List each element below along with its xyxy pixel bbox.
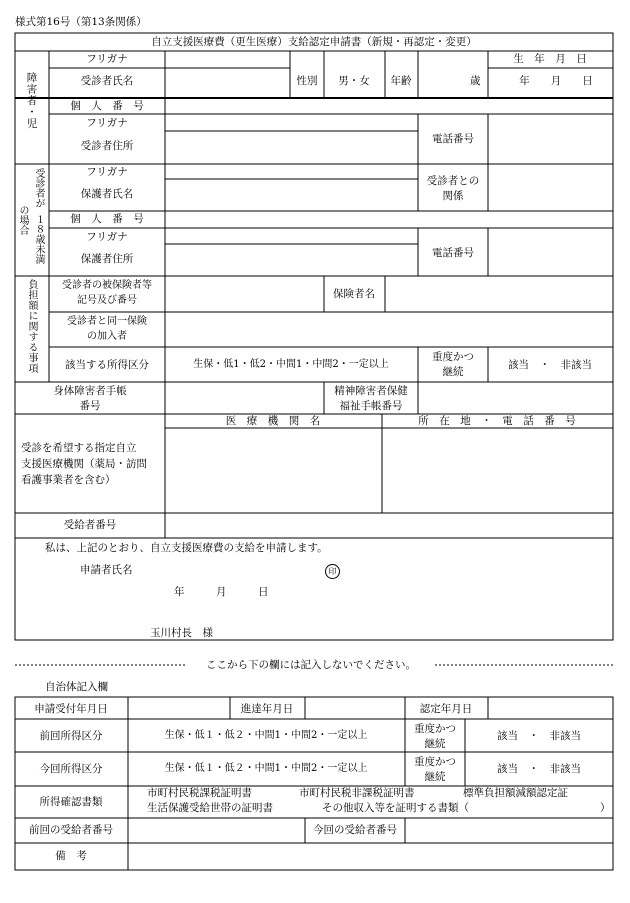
- mental-handbook-field[interactable]: [419, 383, 612, 413]
- guardian-section-label-b: の場合: [17, 205, 28, 235]
- guardian-address-furigana-label: フリガナ: [86, 231, 128, 243]
- patient-furigana-field[interactable]: [166, 52, 289, 67]
- sex-options[interactable]: 男・女: [338, 75, 370, 87]
- curr-severe-label-1: 重度かつ: [414, 756, 456, 768]
- curr-severe-label-2: 継続: [424, 771, 446, 783]
- approved-date-label: 認定年月日: [419, 703, 473, 715]
- prev-recipient-label: 前回の受給者番号: [29, 824, 113, 836]
- applicant-name-label: 申請者氏名: [80, 564, 133, 576]
- income-category-label: 該当する所得区分: [65, 359, 149, 371]
- doc-non-taxation-certificate: 市町村民税非課税証明書: [299, 787, 415, 799]
- same-insurance-2: の加入者: [87, 331, 127, 342]
- patient-address-furigana-label: フリガナ: [86, 117, 128, 129]
- applicant-name-field[interactable]: [145, 560, 320, 578]
- curr-income-label: 今回所得区分: [39, 763, 103, 775]
- severe-label-2: 継続: [442, 366, 464, 378]
- physical-handbook-label-2: 番号: [79, 400, 101, 412]
- physical-handbook-label-1: 身体障害者手帳: [53, 385, 127, 397]
- guardian-phone-label: 電話番号: [432, 247, 474, 259]
- patient-section-label: 障害者・児: [25, 72, 38, 130]
- guardian-address-field[interactable]: [166, 245, 417, 275]
- severe-label-1: 重度かつ: [432, 351, 474, 363]
- patient-address-label: 受診者住所: [80, 140, 134, 152]
- insurer-label: 保険者名: [333, 288, 375, 300]
- doc-welfare-certificate: 生活保護受給世帯の証明書: [147, 802, 273, 814]
- physical-handbook-field[interactable]: [166, 383, 323, 413]
- curr-severe-options: 該当 ・ 非該当: [497, 763, 581, 775]
- form-title: 自立支援医療費（更生医療）支給認定申請書（新規・再認定・変更）: [151, 36, 477, 48]
- institution-label-3: 看護事業者を含む）: [21, 474, 116, 486]
- severe-options[interactable]: 該当 ・ 非該当: [508, 359, 592, 371]
- relation-label-2: 関係: [442, 190, 464, 202]
- prev-income-options: 生保・低１・低２・中間1・中間2・一定以上: [164, 730, 368, 741]
- age-unit[interactable]: 歳: [470, 75, 481, 87]
- patient-name-field[interactable]: [166, 69, 289, 97]
- insured-label-1: 受診者の被保険者等: [62, 280, 152, 291]
- seal-mark: 印: [325, 564, 340, 579]
- guardian-my-number-field[interactable]: [166, 212, 612, 227]
- doc-other-close-paren: ）: [600, 802, 611, 814]
- sex-label: 性別: [296, 75, 318, 87]
- guardian-name-label: 保護者氏名: [80, 188, 134, 200]
- dob-value[interactable]: 年 月 日: [519, 75, 593, 87]
- office-section-title: 自治体記入欄: [45, 681, 108, 693]
- guardian-address-label: 保護者住所: [80, 253, 134, 265]
- mental-handbook-label-2: 福祉手帳番号: [339, 400, 403, 412]
- same-insurance-1: 受診者と同一保険: [67, 316, 147, 327]
- institution-address-field[interactable]: [383, 429, 612, 512]
- doc-reduction-certificate: 標準負担額減額認定証: [463, 787, 568, 799]
- patient-name-label: 受診者氏名: [80, 75, 134, 87]
- prev-severe-options: 該当 ・ 非該当: [497, 730, 581, 742]
- patient-phone-field[interactable]: [489, 115, 612, 163]
- guardian-name-field[interactable]: [166, 180, 417, 210]
- same-insurance-field[interactable]: [166, 313, 612, 346]
- curr-income-options: 生保・低１・低２・中間1・中間2・一定以上: [164, 763, 368, 774]
- patient-my-number-label: 個 人 番 号: [70, 100, 144, 112]
- guardian-furigana-label: フリガナ: [86, 166, 128, 178]
- declaration-text: 私は、上記のとおり、自立支援医療費の支給を申請します。: [45, 542, 328, 554]
- income-category-options[interactable]: 生保・低1・低2・中間1・中間2・一定以上: [193, 359, 389, 370]
- recipient-number-field[interactable]: [166, 514, 612, 537]
- insured-number-field[interactable]: [166, 277, 323, 311]
- guardian-section-label-c: １８歳未満: [33, 214, 44, 264]
- institution-label-2: 支援医療機関（薬局・訪問: [21, 458, 147, 470]
- prev-severe-label-1: 重度かつ: [414, 723, 456, 735]
- patient-furigana-label: フリガナ: [86, 53, 128, 65]
- prev-severe-label-2: 継続: [424, 738, 446, 750]
- guardian-phone-field[interactable]: [489, 229, 612, 275]
- remarks-label: 備 考: [55, 850, 87, 862]
- patient-address-field[interactable]: [166, 132, 417, 163]
- institution-name-field[interactable]: [166, 429, 381, 512]
- cut-line-text: ここから下の欄には記入しないでください。: [206, 659, 416, 671]
- insurer-field[interactable]: [386, 277, 612, 311]
- doc-other-income: その他収入等を証明する書類（: [322, 802, 469, 814]
- burden-section-label: 負担額に関する事項: [26, 279, 37, 374]
- guardian-my-number-label: 個 人 番 号: [70, 213, 144, 225]
- guardian-section-label-a: 受診者が: [33, 168, 44, 208]
- institution-name-header: 医 療 機 関 名: [225, 415, 321, 427]
- mental-handbook-label-1: 精神障害者保健: [334, 385, 408, 397]
- institution-label-1: 受診を希望する指定自立: [21, 442, 137, 454]
- age-label: 年齢: [390, 75, 412, 87]
- prev-income-label: 前回所得区分: [39, 730, 103, 742]
- office-box-border: [15, 697, 613, 870]
- forwarded-date-label: 進達年月日: [240, 703, 294, 715]
- income-docs-label: 所得確認書類: [39, 796, 103, 808]
- recipient-number-label: 受給者番号: [63, 519, 117, 531]
- institution-address-header: 所 在 地 ・ 電 話 番 号: [418, 415, 576, 427]
- patient-phone-label: 電話番号: [432, 133, 474, 145]
- insured-label-2: 記号及び番号: [77, 295, 137, 306]
- doc-taxation-certificate: 市町村民税課税証明書: [147, 787, 252, 799]
- relation-label-1: 受診者との: [426, 175, 480, 187]
- application-date[interactable]: 年 月 日: [174, 586, 269, 598]
- addressee: 玉川村長 様: [150, 627, 213, 639]
- form-number: 様式第16号（第13条関係）: [15, 16, 147, 28]
- dob-header: 生 年 月 日: [513, 53, 587, 65]
- curr-recipient-label: 今回の受給者番号: [313, 824, 397, 836]
- patient-my-number-field[interactable]: [166, 99, 612, 113]
- relation-field[interactable]: [489, 165, 612, 210]
- received-date-label: 申請受付年月日: [34, 703, 108, 715]
